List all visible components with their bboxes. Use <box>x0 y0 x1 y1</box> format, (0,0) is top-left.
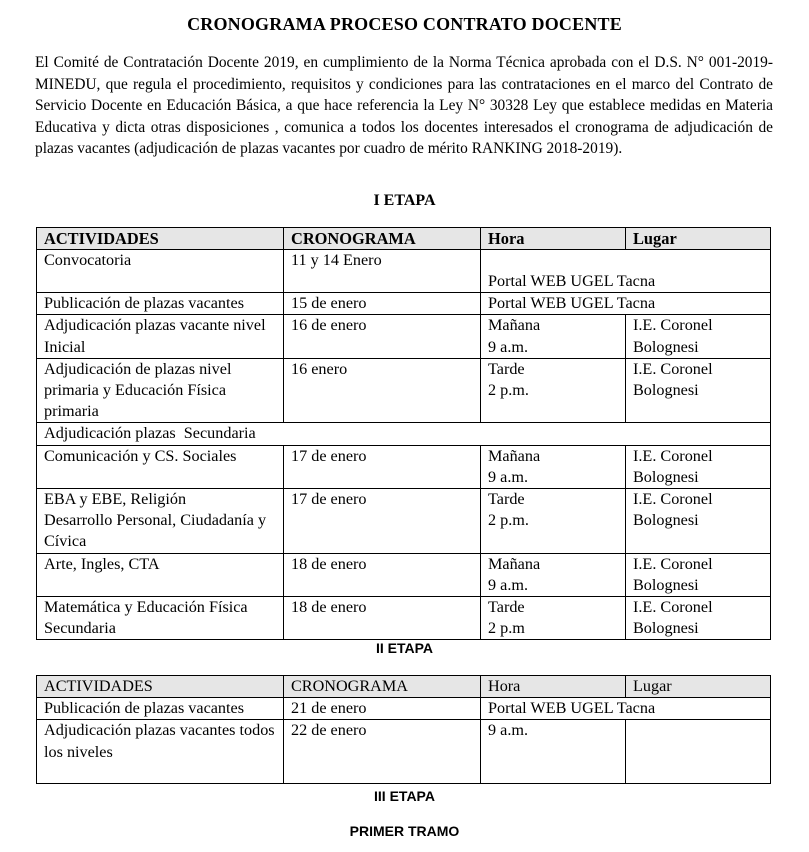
table-header-row <box>37 228 771 250</box>
cell-hora-value: 2 p.m. <box>488 381 529 400</box>
col-header-actividades: ACTIVIDADES <box>37 228 284 250</box>
table-row <box>37 250 771 293</box>
cell-actividad: Publicación de plazas vacantes <box>37 698 284 720</box>
table-row <box>37 315 771 358</box>
table-row <box>37 293 771 315</box>
cell-hora-value: 2 p.m <box>488 619 525 638</box>
cell-fecha: 17 de enero <box>284 489 481 554</box>
cell-hora <box>481 489 626 554</box>
cell-lugar: Portal WEB UGEL Tacna <box>481 698 771 720</box>
table-row <box>37 445 771 488</box>
col-header-cronograma: CRONOGRAMA <box>284 676 481 698</box>
cell-fecha: 22 de enero <box>284 720 481 784</box>
cell-hora-turno: Tarde <box>488 598 525 617</box>
cell-lugar: I.E. Coronel Bolognesi <box>626 315 771 358</box>
cell-lugar-text: Portal WEB UGEL Tacna <box>488 272 656 290</box>
table-row <box>37 698 771 720</box>
table-row <box>37 553 771 596</box>
cell-lugar: I.E. Coronel Bolognesi <box>626 445 771 488</box>
col-header-hora: Hora <box>481 228 626 250</box>
intro-paragraph: El Comité de Contratación Docente 2019, en cumplimiento de la Norma Técnica aprobada con el D.S. N° 001-2019-MINEDU, que regula el procedimiento, requisitos y condiciones para las contrataciones en el marco del Contrato de Servicio Docente en Educación Básica, a que hace referencia la Ley N° 30328 Ley que establece medidas en Materia Educativa y dicta otras disposiciones , comunica a todos los docentes interesados el cronograma de adjudicación de plazas vacantes (adjudicación de plazas vacantes por cuadro de mérito RANKING 2018-2019). <box>35 54 773 157</box>
cell-hora-value: 9 a.m. <box>488 575 529 594</box>
cell-fecha: 18 de enero <box>284 597 481 640</box>
cell-actividad: Matemática y Educación Física Secundaria <box>37 597 284 640</box>
cell-lugar <box>481 250 771 293</box>
cell-fecha: 16 de enero <box>284 315 481 358</box>
cell-actividad: Publicación de plazas vacantes <box>37 293 284 315</box>
cell-fecha: 11 y 14 Enero <box>284 250 481 293</box>
cell-actividad-line-2: Desarrollo Personal, Ciudadanía y Cívica <box>44 511 267 551</box>
page-title: CRONOGRAMA PROCESO CONTRATO DOCENTE <box>187 14 622 34</box>
cell-actividad-line-1: EBA y EBE, Religión <box>44 490 187 509</box>
cell-lugar: I.E. Coronel Bolognesi <box>626 489 771 554</box>
cell-hora <box>481 315 626 358</box>
cell-hora-turno: Mañana <box>488 316 541 335</box>
cell-hora-turno: Tarde <box>488 490 525 509</box>
cell-actividad: Adjudicación plazas vacantes todos los niveles <box>37 720 284 784</box>
schedule-table-stage-1 <box>36 227 771 640</box>
cell-actividad: Convocatoria <box>37 250 284 293</box>
cell-hora-value: 9 a.m. <box>488 337 529 356</box>
cell-hora-turno: Mañana <box>488 446 541 465</box>
cell-lugar <box>626 720 771 784</box>
cell-hora <box>481 445 626 488</box>
cell-hora-turno: Tarde <box>488 359 525 378</box>
section-label-secundaria: Adjudicación plazas Secundaria <box>37 423 771 445</box>
col-header-cronograma: CRONOGRAMA <box>284 228 481 250</box>
col-header-lugar: Lugar <box>626 228 771 250</box>
stage-heading-3: III ETAPA <box>374 788 435 804</box>
cell-hora-value: 9 a.m. <box>488 467 529 486</box>
col-header-lugar: Lugar <box>626 676 771 698</box>
cell-actividad: Adjudicación plazas vacante nivel Inicial <box>37 315 284 358</box>
cell-lugar: Portal WEB UGEL Tacna <box>481 293 771 315</box>
cell-hora <box>481 597 626 640</box>
cell-fecha: 17 de enero <box>284 445 481 488</box>
cell-hora: 9 a.m. <box>481 720 626 784</box>
col-header-hora: Hora <box>481 676 626 698</box>
cell-hora <box>481 553 626 596</box>
cell-actividad: Comunicación y CS. Sociales <box>37 445 284 488</box>
table-row <box>37 489 771 554</box>
cell-fecha: 18 de enero <box>284 553 481 596</box>
cell-hora-turno: Mañana <box>488 554 541 573</box>
table-row <box>37 720 771 784</box>
cell-actividad: Arte, Ingles, CTA <box>37 553 284 596</box>
cell-lugar: I.E. Coronel Bolognesi <box>626 597 771 640</box>
stage-heading-1: I ETAPA <box>373 192 436 209</box>
section-row <box>37 423 771 445</box>
cell-actividad <box>37 489 284 554</box>
table-row <box>37 358 771 423</box>
stage-heading-2: II ETAPA <box>375 640 434 656</box>
cell-hora <box>481 358 626 423</box>
cell-hora-value: 2 p.m. <box>488 511 529 530</box>
cell-lugar: I.E. Coronel Bolognesi <box>626 553 771 596</box>
table-header-row <box>37 676 771 698</box>
subheading-primer-tramo: PRIMER TRAMO <box>349 823 460 839</box>
col-header-actividades: ACTIVIDADES <box>37 676 284 698</box>
cell-fecha: 21 de enero <box>284 698 481 720</box>
cell-lugar: I.E. Coronel Bolognesi <box>626 358 771 423</box>
schedule-table-stage-2 <box>36 675 771 784</box>
cell-actividad: Adjudicación de plazas nivel primaria y Educación Física primaria <box>37 358 284 423</box>
cell-fecha: 15 de enero <box>284 293 481 315</box>
table-row <box>37 597 771 640</box>
cell-fecha: 16 enero <box>284 358 481 423</box>
